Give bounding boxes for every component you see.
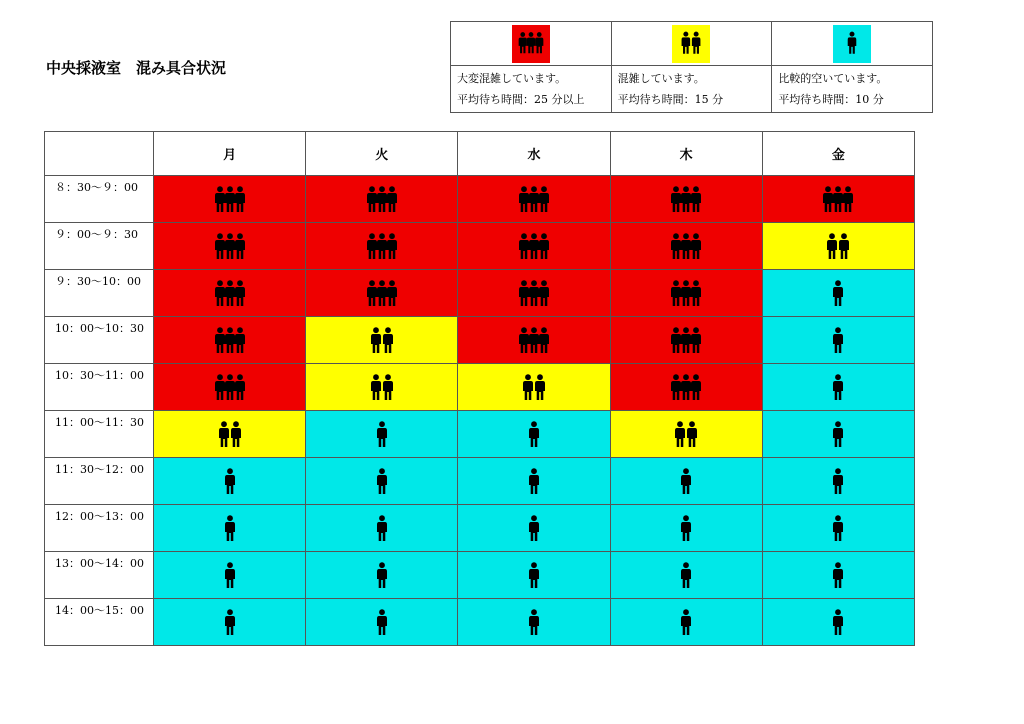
three-people-icon (669, 233, 703, 260)
time-slot-label: ８：30〜９：00 (45, 176, 154, 223)
legend-high-text (451, 66, 612, 113)
congestion-cell-low (458, 552, 610, 599)
congestion-cell-low (762, 505, 914, 552)
congestion-cell-low (762, 270, 914, 317)
schedule-row (45, 317, 915, 364)
legend-mid-status: 混雑しています。 (617, 72, 705, 85)
congestion-cell-low (458, 458, 610, 505)
congestion-cell-high (610, 364, 762, 411)
schedule-row (45, 458, 915, 505)
person-icon (375, 421, 389, 448)
person-icon (375, 468, 389, 495)
three-people-icon (517, 186, 551, 213)
congestion-cell-mid (154, 411, 306, 458)
congestion-cell-high (458, 176, 610, 223)
congestion-cell-high (458, 223, 610, 270)
schedule-row (45, 505, 915, 552)
two-people-icon (368, 327, 396, 354)
legend-mid-icon-cell (611, 22, 772, 66)
legend-low-wait: 平均待ち時間：10 分 (778, 93, 884, 106)
time-slot-label: 10：30〜11：00 (45, 364, 154, 411)
person-icon (223, 468, 237, 495)
person-icon (223, 562, 237, 589)
schedule-row (45, 223, 915, 270)
person-icon (679, 609, 693, 636)
three-people-icon (213, 327, 247, 354)
two-people-icon (824, 233, 852, 260)
time-slot-label: 12：00〜13：00 (45, 505, 154, 552)
three-people-icon (669, 374, 703, 401)
three-people-icon (517, 327, 551, 354)
day-header: 月 (154, 132, 306, 176)
day-header: 火 (306, 132, 458, 176)
congestion-cell-low (458, 411, 610, 458)
three-people-icon (213, 186, 247, 213)
congestion-cell-high (306, 223, 458, 270)
congestion-cell-low (762, 552, 914, 599)
time-slot-label: 11：00〜11：30 (45, 411, 154, 458)
congestion-cell-low (154, 599, 306, 646)
person-icon (527, 421, 541, 448)
time-slot-label: ９：00〜９：30 (45, 223, 154, 270)
congestion-cell-high (154, 223, 306, 270)
legend-high-wait: 平均待ち時間：25 分以上 (457, 93, 585, 106)
congestion-cell-high (154, 270, 306, 317)
legend-mid-wait: 平均待ち時間：15 分 (617, 93, 724, 106)
time-slot-label: ９：30〜10：00 (45, 270, 154, 317)
schedule-row (45, 270, 915, 317)
person-icon (527, 515, 541, 542)
congestion-cell-low (458, 505, 610, 552)
person-icon (527, 609, 541, 636)
legend-mid-text (611, 66, 772, 113)
day-header: 水 (458, 132, 610, 176)
congestion-cell-mid (458, 364, 610, 411)
schedule-row (45, 552, 915, 599)
person-icon (375, 609, 389, 636)
congestion-cell-low (762, 411, 914, 458)
page-title: 中央採液室 混み具合状況 (46, 59, 227, 77)
congestion-cell-high (610, 270, 762, 317)
congestion-cell-high (458, 270, 610, 317)
congestion-cell-high (610, 223, 762, 270)
time-slot-label: 13：00〜14：00 (45, 552, 154, 599)
person-icon (831, 515, 845, 542)
congestion-cell-low (154, 458, 306, 505)
congestion-cell-mid (306, 317, 458, 364)
legend-high-status: 大変混雑しています。 (457, 72, 567, 85)
three-people-icon (821, 186, 855, 213)
congestion-cell-low (306, 505, 458, 552)
person-icon (846, 31, 858, 55)
legend-low-status: 比較的空いています。 (778, 72, 888, 85)
corner-cell (45, 132, 154, 176)
three-people-icon (517, 31, 545, 55)
three-people-icon (669, 186, 703, 213)
person-icon (831, 374, 845, 401)
three-people-icon (517, 280, 551, 307)
congestion-cell-mid (610, 411, 762, 458)
header-row (45, 132, 915, 176)
person-icon (527, 468, 541, 495)
legend-high-swatch (512, 25, 550, 63)
two-people-icon (679, 31, 703, 55)
congestion-cell-high (306, 270, 458, 317)
time-slot-label: 10：00〜10：30 (45, 317, 154, 364)
legend-mid-swatch (672, 25, 710, 63)
person-icon (679, 562, 693, 589)
person-icon (679, 468, 693, 495)
two-people-icon (672, 421, 700, 448)
congestion-cell-mid (306, 364, 458, 411)
congestion-cell-high (610, 176, 762, 223)
congestion-cell-high (306, 176, 458, 223)
person-icon (831, 421, 845, 448)
person-icon (375, 562, 389, 589)
schedule-table (44, 131, 915, 646)
congestion-cell-low (762, 317, 914, 364)
congestion-cell-low (762, 458, 914, 505)
three-people-icon (365, 280, 399, 307)
congestion-cell-high (610, 317, 762, 364)
legend-table (450, 21, 933, 113)
person-icon (223, 609, 237, 636)
congestion-cell-high (458, 317, 610, 364)
three-people-icon (365, 233, 399, 260)
congestion-cell-high (154, 317, 306, 364)
three-people-icon (517, 233, 551, 260)
person-icon (375, 515, 389, 542)
three-people-icon (213, 374, 247, 401)
congestion-cell-low (306, 552, 458, 599)
legend-low-text (772, 66, 933, 113)
legend-low-swatch (833, 25, 871, 63)
congestion-cell-high (154, 364, 306, 411)
congestion-cell-mid (762, 223, 914, 270)
three-people-icon (213, 280, 247, 307)
congestion-cell-low (610, 505, 762, 552)
three-people-icon (213, 233, 247, 260)
person-icon (679, 515, 693, 542)
legend-high-icon-cell (451, 22, 612, 66)
congestion-cell-low (610, 458, 762, 505)
two-people-icon (520, 374, 548, 401)
congestion-cell-low (610, 552, 762, 599)
person-icon (831, 280, 845, 307)
person-icon (527, 562, 541, 589)
congestion-cell-low (154, 552, 306, 599)
congestion-cell-low (762, 599, 914, 646)
congestion-cell-high (154, 176, 306, 223)
person-icon (223, 515, 237, 542)
schedule-row (45, 599, 915, 646)
two-people-icon (216, 421, 244, 448)
legend-low-icon-cell (772, 22, 933, 66)
day-header: 金 (762, 132, 914, 176)
congestion-cell-low (306, 458, 458, 505)
time-slot-label: 11：30〜12：00 (45, 458, 154, 505)
three-people-icon (669, 327, 703, 354)
congestion-cell-low (306, 599, 458, 646)
schedule-row (45, 364, 915, 411)
congestion-cell-high (762, 176, 914, 223)
congestion-cell-low (762, 364, 914, 411)
day-header: 木 (610, 132, 762, 176)
three-people-icon (365, 186, 399, 213)
two-people-icon (368, 374, 396, 401)
person-icon (831, 468, 845, 495)
congestion-cell-low (306, 411, 458, 458)
time-slot-label: 14：00〜15：00 (45, 599, 154, 646)
congestion-cell-low (154, 505, 306, 552)
schedule-row (45, 411, 915, 458)
three-people-icon (669, 280, 703, 307)
congestion-cell-low (458, 599, 610, 646)
congestion-cell-low (610, 599, 762, 646)
schedule-row (45, 176, 915, 223)
person-icon (831, 562, 845, 589)
person-icon (831, 609, 845, 636)
person-icon (831, 327, 845, 354)
